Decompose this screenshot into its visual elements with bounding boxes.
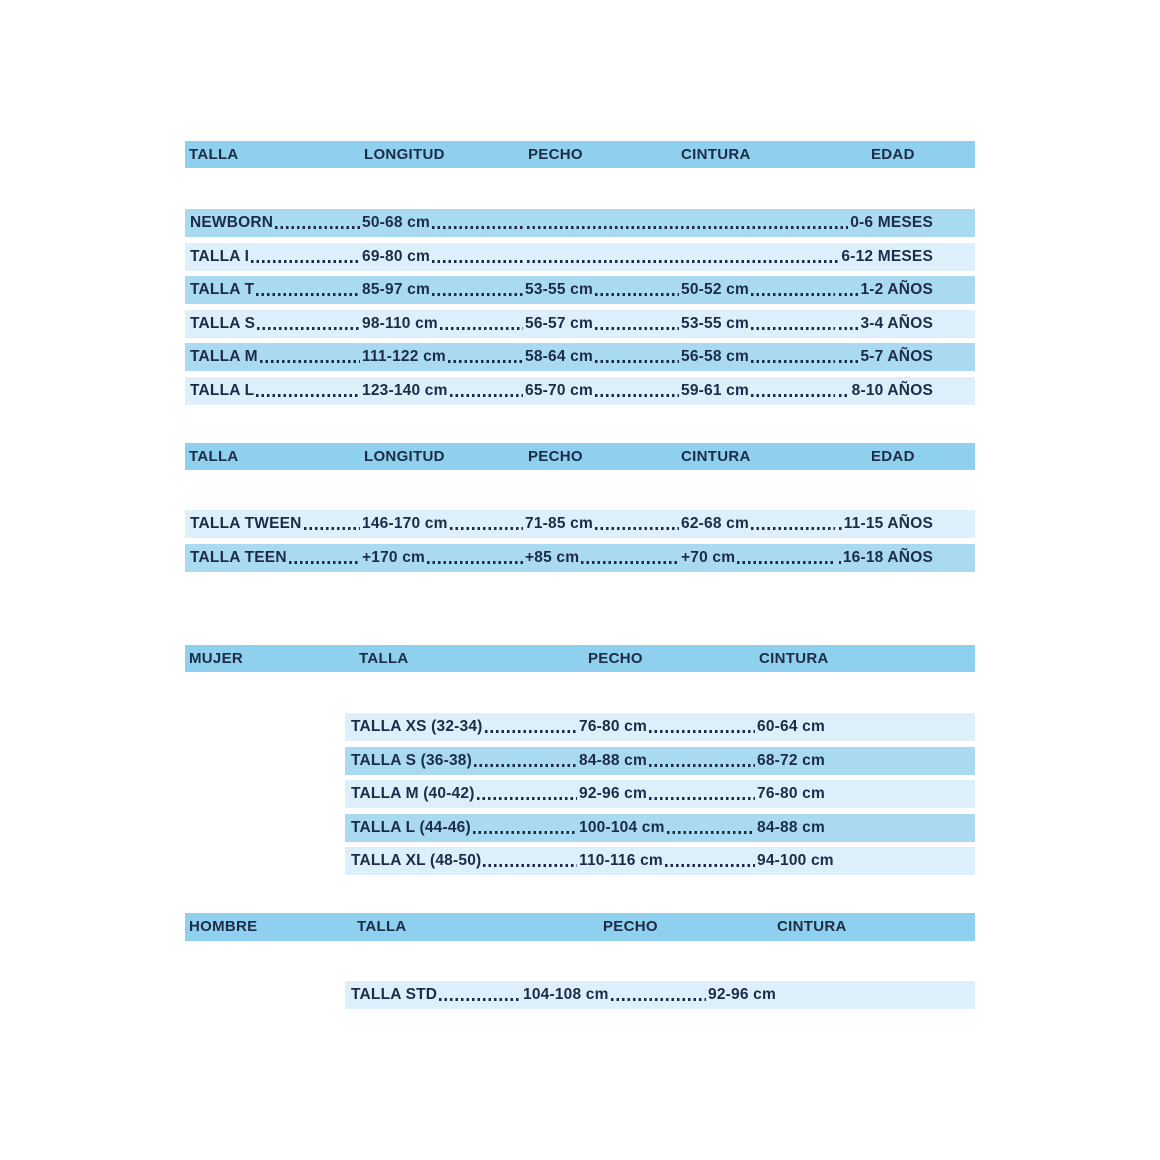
dot-leader	[737, 561, 835, 564]
dot-leader	[260, 360, 360, 363]
dot-leader	[527, 260, 839, 263]
size-label: TALLA S (36-38)	[351, 751, 472, 769]
edad-value: 3-4 AÑOS	[860, 314, 933, 332]
longitud-value: 123-140 cm	[362, 381, 448, 399]
dot-leader	[665, 864, 755, 867]
size-label: TALLA XL (48-50)	[351, 852, 482, 869]
table-header-hombre	[185, 913, 975, 941]
table-row	[345, 981, 975, 1009]
dot-leader	[432, 226, 523, 229]
col-header-pecho: PECHO	[588, 650, 643, 667]
row-spacer	[825, 780, 975, 808]
dot-leader	[527, 226, 848, 229]
edad-value: 5-7 AÑOS	[860, 348, 933, 365]
dot-leader	[839, 360, 858, 363]
dot-leader	[477, 797, 577, 800]
dot-leader	[251, 260, 360, 263]
table-row	[185, 276, 975, 304]
dot-leader	[474, 764, 577, 767]
size-table-hombre	[185, 913, 975, 1015]
cintura-value: 84-88 cm	[757, 818, 825, 836]
dot-leader	[595, 327, 679, 330]
col-header-talla: TALLA	[189, 146, 239, 163]
longitud-value: 111-122 cm	[362, 348, 446, 365]
dot-leader	[289, 561, 360, 564]
cintura-value: 62-68 cm	[681, 515, 749, 532]
dot-leader	[473, 831, 577, 834]
table-row	[345, 713, 975, 741]
table-row	[185, 209, 975, 237]
size-label: TALLA L (44-46)	[351, 818, 471, 836]
dot-leader	[751, 394, 835, 397]
dot-leader	[839, 561, 841, 564]
col-header-pecho: PECHO	[603, 918, 658, 935]
dot-leader	[839, 394, 850, 397]
cintura-value: 56-58 cm	[681, 348, 749, 365]
dot-leader	[667, 831, 755, 834]
size-label: TALLA T	[190, 281, 255, 298]
table-row	[185, 377, 975, 405]
dot-leader	[432, 260, 523, 263]
size-label: TALLA M	[190, 348, 258, 365]
dot-leader	[275, 226, 360, 229]
col-header-edad: EDAD	[871, 146, 915, 163]
dot-leader	[304, 527, 360, 530]
size-label: TALLA TEEN	[190, 548, 287, 566]
dot-leader	[427, 561, 523, 564]
longitud-value: 50-68 cm	[362, 214, 430, 231]
cintura-value: 76-80 cm	[757, 785, 825, 802]
col-header-longitud: LONGITUD	[364, 146, 445, 163]
table-header-tween-teen	[185, 443, 975, 470]
table-body-mujer	[185, 713, 975, 875]
table-body-tween-teen	[185, 510, 975, 572]
cintura-value: 60-64 cm	[757, 718, 825, 735]
dot-leader	[595, 360, 679, 363]
pecho-value: 53-55 cm	[525, 281, 593, 298]
table-row	[345, 847, 975, 875]
dot-leader	[439, 998, 521, 1001]
longitud-value: 98-110 cm	[362, 314, 438, 332]
table-row	[185, 510, 975, 538]
cintura-value: 53-55 cm	[681, 314, 749, 332]
dot-leader	[256, 293, 360, 296]
edad-value: 16-18 AÑOS	[842, 548, 933, 566]
dot-leader	[649, 730, 755, 733]
pecho-value: 71-85 cm	[525, 515, 593, 532]
size-label: TALLA S	[190, 314, 256, 332]
table-body-kids	[185, 209, 975, 405]
dot-leader	[595, 394, 679, 397]
dot-leader	[257, 327, 360, 330]
dot-leader	[485, 730, 577, 733]
edad-value: 6-12 MESES	[841, 247, 933, 265]
edad-value: 1-2 AÑOS	[860, 281, 933, 298]
dot-leader	[611, 998, 706, 1001]
dot-leader	[448, 360, 523, 363]
size-label: TALLA TWEEN	[190, 515, 302, 532]
col-header-talla: TALLA	[189, 448, 239, 465]
pecho-value: 84-88 cm	[579, 751, 647, 769]
col-header-cintura: CINTURA	[777, 918, 847, 935]
row-spacer	[825, 713, 975, 741]
col-header-cintura: CINTURA	[681, 146, 751, 163]
table-header-mujer	[185, 645, 975, 672]
dot-leader	[595, 527, 679, 530]
table-row	[185, 243, 975, 271]
dot-leader	[581, 561, 679, 564]
table-row	[345, 780, 975, 808]
dot-leader	[751, 527, 835, 530]
dot-leader	[256, 394, 360, 397]
dot-leader	[440, 327, 523, 330]
pecho-value: 56-57 cm	[525, 314, 593, 332]
pecho-value: 92-96 cm	[579, 785, 647, 802]
dot-leader	[649, 797, 755, 800]
col-header-cintura: CINTURA	[681, 448, 751, 465]
pecho-value: 104-108 cm	[523, 986, 609, 1003]
col-header-hombre: HOMBRE	[189, 918, 258, 935]
table-row	[185, 310, 975, 338]
pecho-value: 76-80 cm	[579, 718, 647, 735]
size-label: TALLA L	[190, 381, 255, 399]
size-label: NEWBORN	[190, 214, 274, 231]
col-header-mujer: MUJER	[189, 650, 244, 667]
table-row	[345, 747, 975, 775]
dot-leader	[751, 293, 835, 296]
row-spacer	[825, 747, 975, 775]
table-row	[185, 544, 975, 572]
row-spacer	[776, 981, 975, 1009]
dot-leader	[450, 394, 523, 397]
size-table-kids	[185, 141, 975, 410]
col-header-pecho: PECHO	[528, 146, 583, 163]
edad-value: 0-6 MESES	[850, 214, 933, 231]
dot-leader	[450, 527, 523, 530]
edad-value: 8-10 AÑOS	[851, 381, 933, 399]
pecho-value: 100-104 cm	[579, 818, 665, 836]
edad-value: 11-15 AÑOS	[843, 515, 933, 532]
dot-leader	[595, 293, 679, 296]
pecho-value: 58-64 cm	[525, 348, 593, 365]
longitud-value: 146-170 cm	[362, 515, 448, 532]
pecho-value: 65-70 cm	[525, 381, 593, 399]
longitud-value: 69-80 cm	[362, 247, 430, 265]
cintura-value: 92-96 cm	[708, 986, 776, 1003]
col-header-talla: TALLA	[359, 650, 409, 667]
size-label: TALLA I	[190, 247, 250, 265]
cintura-value: +70 cm	[681, 548, 736, 566]
cintura-value: 68-72 cm	[757, 751, 825, 769]
dot-leader	[839, 293, 858, 296]
cintura-value: 50-52 cm	[681, 281, 749, 298]
cintura-value: 59-61 cm	[681, 381, 749, 399]
dot-leader	[649, 764, 755, 767]
table-row	[345, 814, 975, 842]
size-label: TALLA STD	[351, 986, 438, 1003]
col-header-cintura: CINTURA	[759, 650, 829, 667]
size-table-tween-teen	[185, 443, 975, 577]
table-body-hombre	[185, 981, 975, 1009]
col-header-talla: TALLA	[357, 918, 407, 935]
pecho-value: +85 cm	[525, 548, 580, 566]
row-spacer	[834, 847, 975, 875]
longitud-value: 85-97 cm	[362, 281, 430, 298]
size-label: TALLA XS (32-34)	[351, 718, 483, 735]
col-header-pecho: PECHO	[528, 448, 583, 465]
dot-leader	[432, 293, 523, 296]
size-table-mujer	[185, 645, 975, 881]
size-label: TALLA M (40-42)	[351, 785, 475, 802]
dot-leader	[751, 327, 835, 330]
dot-leader	[839, 327, 858, 330]
row-spacer	[825, 814, 975, 842]
dot-leader	[839, 527, 842, 530]
col-header-edad: EDAD	[871, 448, 915, 465]
dot-leader	[483, 864, 577, 867]
pecho-value: 110-116 cm	[579, 852, 663, 869]
cintura-value: 94-100 cm	[757, 852, 834, 869]
table-header-kids	[185, 141, 975, 168]
table-row	[185, 343, 975, 371]
longitud-value: +170 cm	[362, 548, 426, 566]
dot-leader	[751, 360, 835, 363]
col-header-longitud: LONGITUD	[364, 448, 445, 465]
